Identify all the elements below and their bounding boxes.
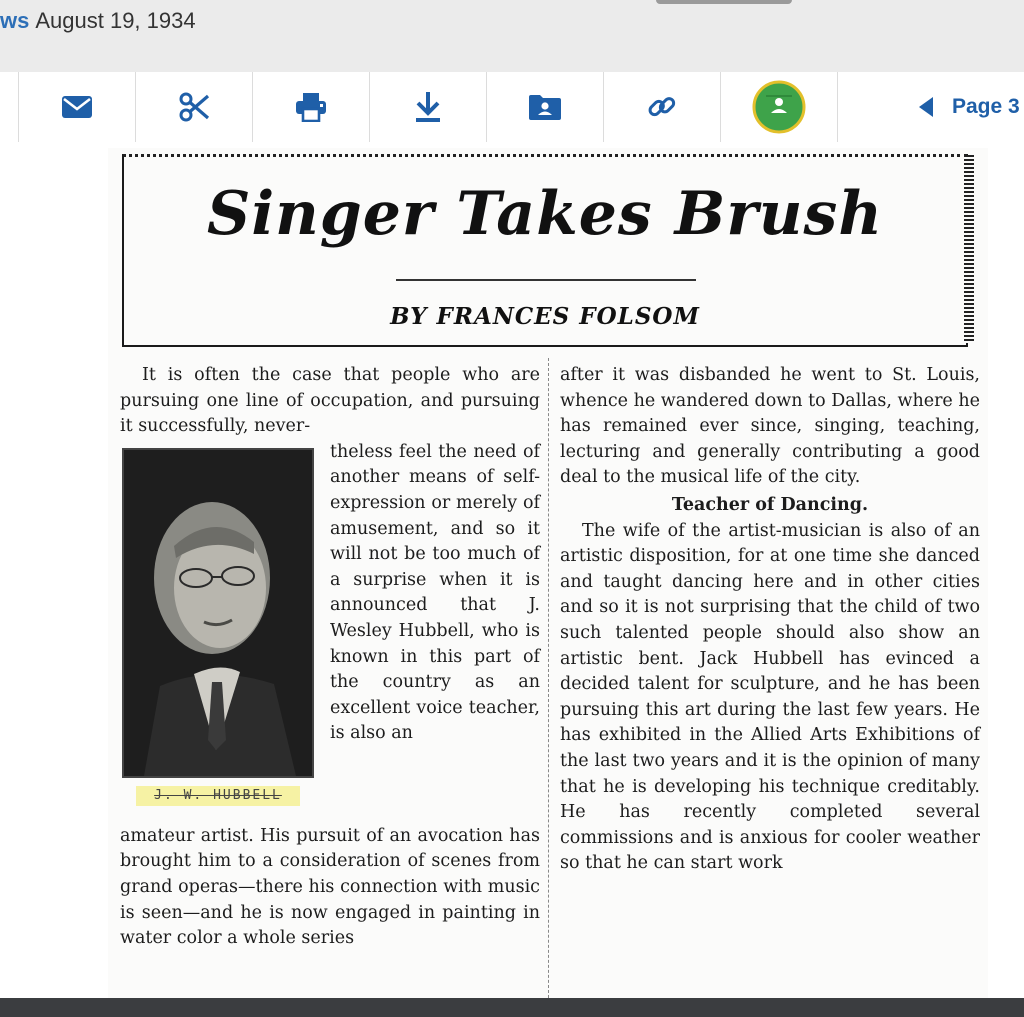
share-button[interactable] — [721, 72, 838, 142]
toolbar-spacer — [0, 72, 19, 142]
issue-date: August 19, 1934 — [35, 8, 196, 33]
link-button[interactable] — [604, 72, 721, 142]
save-to-folder-button[interactable] — [487, 72, 604, 142]
link-icon — [646, 91, 678, 123]
email-icon — [61, 95, 93, 119]
article-headline: Singer Takes Brush — [207, 179, 883, 249]
download-icon — [414, 91, 442, 123]
intro-paragraph: It is often the case that people who are pursuing one line of occupation, and pursuing it successfully, never- — [120, 365, 540, 437]
print-icon — [295, 92, 327, 122]
save-to-folder-icon — [528, 93, 562, 121]
portrait-image — [122, 448, 314, 778]
document-viewer[interactable] — [0, 142, 1024, 998]
article-column-right — [560, 363, 980, 877]
continued-paragraph: amateur artist. His pursuit of an avocation has brought him to a consideration of scenes from grand operas—there his connection with music is seen—and he is now engaged in painting in water color a whole series — [120, 825, 540, 949]
headline-box — [122, 154, 968, 347]
article-column-left — [120, 363, 540, 952]
breadcrumb — [0, 8, 196, 34]
print-button[interactable] — [253, 72, 370, 142]
section-subhead: Teacher of Dancing. — [671, 494, 869, 515]
photo-caption: J. W. HUBBELL — [136, 786, 300, 806]
download-button[interactable] — [370, 72, 487, 142]
email-button[interactable] — [19, 72, 136, 142]
page-selector[interactable] — [918, 72, 1020, 142]
tab-handle[interactable] — [656, 0, 792, 4]
bottom-bar — [0, 998, 1024, 1017]
portrait-photo — [122, 442, 318, 824]
article-byline: BY FRANCES FOLSOM — [390, 303, 700, 330]
wrapped-paragraph: theless feel the need of another means of self-expression or merely of amusement, and so it will not be too much of a surprise when it is announced that J. Wesley Hubbell, who is known in this part of the country as an excellent voice teacher, is also an — [330, 441, 540, 744]
chevron-left-icon[interactable] — [918, 96, 934, 118]
column-divider — [548, 358, 549, 998]
clip-icon — [178, 91, 210, 123]
publication-name[interactable]: ws — [0, 8, 30, 33]
portrait-figure — [124, 450, 312, 776]
page-label: Page 3 — [952, 95, 1020, 118]
clip-button[interactable] — [136, 72, 253, 142]
newspaper-clipping — [108, 148, 988, 998]
share-icon — [752, 80, 806, 134]
toolbar — [0, 72, 1024, 143]
right-paragraph-1: after it was disbanded he went to St. Louis, whence he wandered down to Dallas, where he has remained ever since, singing, teaching, lecturing and generally contributing a good deal to the musical life of the city. — [560, 365, 980, 488]
top-bar — [0, 0, 1024, 72]
headline-rule — [396, 279, 696, 281]
right-paragraph-2: The wife of the artist-musician is also of an artistic disposition, for at one time she danced and taught dancing here and in other cities and so it is not surprising that the child of two such talented people should also show an artistic bent. Jack Hubbell has evinced a decided talent for sculpture, and he has been pursuing this art during the last few years. He has exhibited in the Allied Arts Exhibitions of the last two years and it is the opinion of many that he is developing his technique creditably. He has recently completed several commissions and is anxious for cooler weather so that he can start work — [560, 520, 980, 874]
